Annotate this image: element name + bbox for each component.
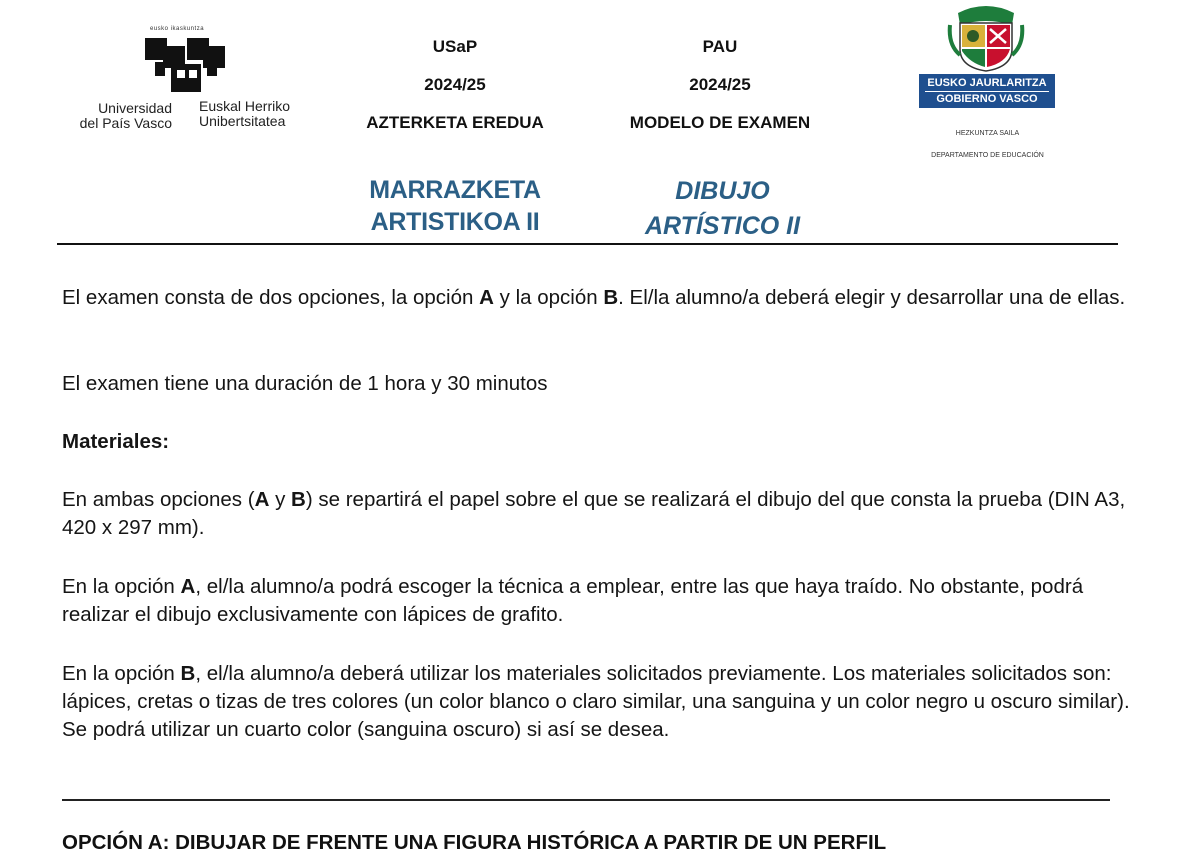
gobierno-vasco-banner [919, 74, 1055, 108]
subject-title-eu-line1: MARRAZKETA [369, 176, 541, 204]
p4-text-c: ) se repartirá el papel sobre el que se realizará el dibujo del que consta la prueba (DIN A3, 420 x 297 mm). [62, 488, 1126, 539]
upv-name-es [60, 101, 172, 131]
paragraph-option-b [62, 660, 1132, 744]
header-usap-column [345, 37, 565, 151]
p1-option-a: A [479, 286, 494, 309]
p5-text-b: , el/la alumno/a podrá escoger la técnica a emplear, entre las que haya traído. No obstante, podrá realizar el dibujo exclusivamente con lápices de grafito. [62, 575, 1084, 626]
paragraph-exam-options [62, 284, 1132, 312]
upv-logo-mark-icon [143, 36, 229, 96]
p4-option-a: A [254, 488, 270, 511]
paragraph-option-a [62, 573, 1132, 629]
p6-text-a: En la opción [62, 662, 181, 685]
pau-exam-type: MODELO DE EXAMEN [629, 113, 811, 132]
upv-name-eu [199, 99, 290, 129]
header-divider [57, 243, 1118, 245]
paragraph-duration: El examen tiene una duración de 1 hora y 30 minutos [62, 372, 548, 395]
gobierno-vasco-department [900, 123, 1075, 167]
p4-text-a: En ambas opciones ( [62, 488, 255, 511]
gv-dept-eu: HEZKUNTZA SAILA [955, 130, 1020, 137]
upv-name-eu-line2: Unibertsitatea [199, 113, 286, 129]
pau-label: PAU [702, 37, 738, 56]
header-pau-column [610, 37, 830, 151]
p4-text-b: y [269, 488, 292, 511]
subject-title-eu-line2: ARTISTIKOA II [370, 208, 540, 236]
p5-option-a: A [180, 575, 196, 598]
gv-banner-eu: EUSKO JAURLARITZA [925, 76, 1049, 92]
p1-text-b: y la opción [493, 286, 604, 309]
upv-logo-caption: eusko ikaskuntza [150, 26, 205, 32]
subject-title-es-line2: ARTÍSTICO II [644, 212, 801, 240]
upv-name-es-line2: del País Vasco [79, 115, 172, 131]
materials-heading: Materiales: [62, 430, 170, 453]
p6-option-b: B [180, 662, 196, 685]
gv-dept-es: DEPARTAMENTO DE EDUCACIÓN [931, 152, 1044, 159]
subject-title-eu [330, 174, 580, 238]
section-divider [62, 799, 1110, 801]
subject-title-es [600, 174, 845, 244]
paragraph-paper [62, 486, 1132, 542]
option-a-heading: OPCIÓN A: DIBUJAR DE FRENTE UNA FIGURA HISTÓRICA A PARTIR DE UN PERFIL [62, 831, 887, 854]
p1-option-b: B [603, 286, 619, 309]
p1-text-a: El examen consta de dos opciones, la opción [62, 286, 480, 309]
p6-text-b: , el/la alumno/a deberá utilizar los materiales solicitados previamente. Los materiales solicitados son: lápices, cretas o tizas de tres colores (un color blanco o claro similar, una sanguina y un color negro u oscuro similar). Se podrá utilizar un cuarto color (sanguina oscuro) si así se desea. [62, 662, 1130, 741]
upv-name-eu-line1: Euskal Herriko [199, 98, 291, 114]
usap-label: USaP [432, 37, 478, 56]
subject-title-es-line1: DIBUJO [675, 177, 770, 205]
pau-year: 2024/25 [689, 75, 751, 94]
gobierno-vasco-shield-icon [946, 5, 1026, 73]
gv-banner-es: GOBIERNO VASCO [936, 93, 1038, 105]
p5-text-a: En la opción [62, 575, 181, 598]
p4-option-b: B [291, 488, 306, 511]
usap-exam-type: AZTERKETA EREDUA [366, 113, 544, 132]
usap-year: 2024/25 [424, 75, 486, 94]
upv-name-es-line1: Universidad [98, 100, 172, 116]
p1-text-c: . El/la alumno/a deberá elegir y desarrollar una de ellas. [618, 286, 1126, 309]
